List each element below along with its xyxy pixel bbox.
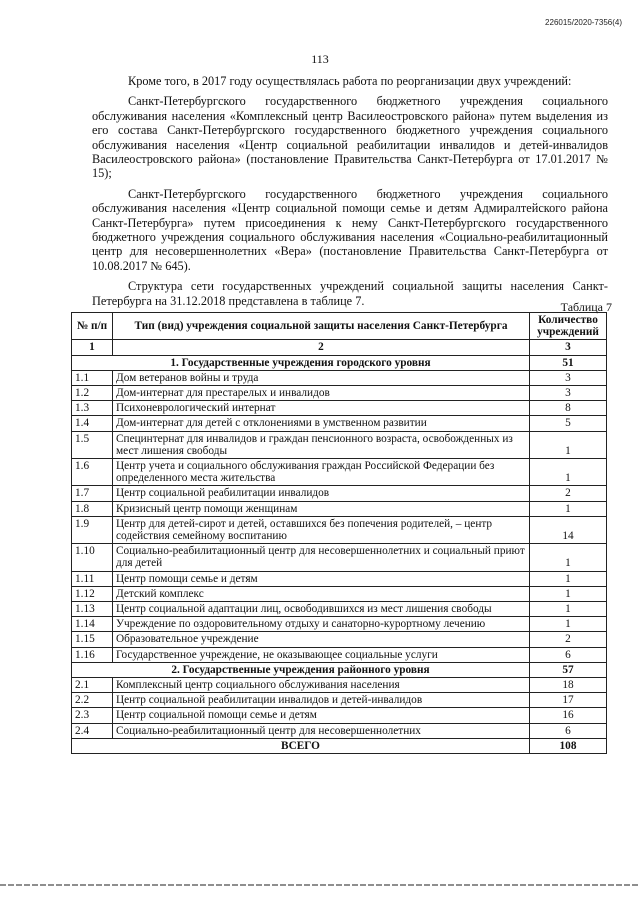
index-cell: 2: [113, 340, 530, 355]
table-row: [72, 370, 607, 385]
row-count: 1: [530, 431, 607, 458]
row-number: 1.8: [72, 501, 113, 516]
section-title: 2. Государственные учреждения районного уровня: [72, 662, 530, 677]
row-count: 8: [530, 401, 607, 416]
row-number: 1.5: [72, 431, 113, 458]
paragraph: Санкт-Петербургского государственного бюджетного учреждения социального обслуживания населения «Центр социальной помощи семье и детям Адмиралтейского района Санкт-Петербурга» путем присоединения к нему Санкт-Петербургского государственного бюджетного учреждения социального обслуживания населения «Социально-реабилитационный центр для несовершеннолетних «Вера» (постановление Правительства Санкт-Петербурга от 10.08.2017 № 645).: [92, 186, 608, 273]
page-bottom-edge: [0, 884, 640, 886]
row-count: 1: [530, 617, 607, 632]
section-row: [72, 662, 607, 677]
table-row: [72, 617, 607, 632]
row-number: 2.1: [72, 678, 113, 693]
row-count: 3: [530, 386, 607, 401]
row-count: 1: [530, 586, 607, 601]
row-type: Образовательное учреждение: [113, 632, 530, 647]
index-cell: 1: [72, 340, 113, 355]
row-number: 1.4: [72, 416, 113, 431]
row-number: 1.9: [72, 516, 113, 543]
row-type: Кризисный центр помощи женщинам: [113, 501, 530, 516]
row-type: Центр для детей-сирот и детей, оставшихся без попечения родителей, – центр содействия семейному воспитанию: [113, 516, 530, 543]
table-row: [72, 401, 607, 416]
table-row: [72, 602, 607, 617]
row-number: 1.10: [72, 544, 113, 571]
row-number: 1.2: [72, 386, 113, 401]
row-type: Центр помощи семье и детям: [113, 571, 530, 586]
row-type: Дом ветеранов войны и труда: [113, 370, 530, 385]
row-number: 2.3: [72, 708, 113, 723]
row-number: 2.2: [72, 693, 113, 708]
row-count: 6: [530, 647, 607, 662]
index-cell: 3: [530, 340, 607, 355]
total-count: 108: [530, 738, 607, 753]
header-count: Количество учреждений: [530, 313, 607, 340]
row-count: 1: [530, 459, 607, 486]
table-row: [72, 501, 607, 516]
row-count: 17: [530, 693, 607, 708]
total-row: [72, 738, 607, 753]
header-type: Тип (вид) учреждения социальной защиты населения Санкт-Петербурга: [113, 313, 530, 340]
row-type: Центр социальной адаптации лиц, освободившихся из мест лишения свободы: [113, 602, 530, 617]
table-row: [72, 486, 607, 501]
row-number: 1.14: [72, 617, 113, 632]
section-count: 51: [530, 355, 607, 370]
table-row: [72, 708, 607, 723]
row-count: 2: [530, 486, 607, 501]
row-number: 1.3: [72, 401, 113, 416]
row-count: 6: [530, 723, 607, 738]
row-type: Учреждение по оздоровительному отдыху и санаторно-курортному лечению: [113, 617, 530, 632]
header-number: № п/п: [72, 313, 113, 340]
row-number: 1.1: [72, 370, 113, 385]
table-row: [72, 416, 607, 431]
section-row: [72, 355, 607, 370]
row-count: 1: [530, 501, 607, 516]
body-text: [92, 74, 608, 314]
paragraph: Кроме того, в 2017 году осуществлялась работа по реорганизации двух учреждений:: [128, 74, 572, 88]
row-type: Дом-интернат для детей с отклонениями в умственном развитии: [113, 416, 530, 431]
row-type: Детский комплекс: [113, 586, 530, 601]
paragraph: Санкт-Петербургского государственного бюджетного учреждения социального обслуживания населения «Комплексный центр Василеостровского района» путем выделения из его состава Санкт-Петербургского государственного бюджетного учреждения социального обслуживания населения «Центр социальной реабилитации инвалидов и детей-инвалидов Василеостровского района» (постановление Правительства Санкт-Петербурга от 17.01.2017 № 15);: [92, 94, 608, 181]
document-id: 226015/2020-7356(4): [545, 18, 622, 27]
row-count: 2: [530, 632, 607, 647]
table-row: [72, 571, 607, 586]
row-number: 1.6: [72, 459, 113, 486]
row-number: 1.16: [72, 647, 113, 662]
table-row: [72, 516, 607, 543]
total-label: ВСЕГО: [72, 738, 530, 753]
row-type: Центр социальной помощи семье и детям: [113, 708, 530, 723]
row-number: 1.7: [72, 486, 113, 501]
table-row: [72, 632, 607, 647]
row-type: Центр социальной реабилитации инвалидов и детей-инвалидов: [113, 693, 530, 708]
table-row: [72, 723, 607, 738]
row-type: Дом-интернат для престарелых и инвалидов: [113, 386, 530, 401]
table-row: [72, 693, 607, 708]
row-type: Центр учета и социального обслуживания граждан Российской Федерации без определенного места жительства: [113, 459, 530, 486]
page-number: 113: [311, 52, 329, 66]
section-title: 1. Государственные учреждения городского уровня: [72, 355, 530, 370]
table-caption: Таблица 7: [560, 300, 612, 314]
row-number: 1.15: [72, 632, 113, 647]
row-type: Психоневрологический интернат: [113, 401, 530, 416]
table-row: [72, 544, 607, 571]
row-count: 1: [530, 544, 607, 571]
institutions-table: [71, 312, 607, 754]
section-count: 57: [530, 662, 607, 677]
row-type: Социально-реабилитационный центр для несовершеннолетних: [113, 723, 530, 738]
table-row: [72, 678, 607, 693]
table-row: [72, 431, 607, 458]
table-body: [72, 355, 607, 753]
row-count: 1: [530, 571, 607, 586]
paragraph: Структура сети государственных учреждений социальной защиты населения Санкт-Петербурга на 31.12.2018 представлена в таблице 7.: [92, 279, 608, 308]
table-header-row: [72, 313, 607, 340]
row-count: 16: [530, 708, 607, 723]
row-number: 1.13: [72, 602, 113, 617]
table-row: [72, 586, 607, 601]
table-row: [72, 386, 607, 401]
row-number: 1.11: [72, 571, 113, 586]
row-count: 18: [530, 678, 607, 693]
row-count: 3: [530, 370, 607, 385]
row-type: Социально-реабилитационный центр для несовершеннолетних и социальный приют для детей: [113, 544, 530, 571]
row-type: Центр социальной реабилитации инвалидов: [113, 486, 530, 501]
row-type: Специнтернат для инвалидов и граждан пенсионного возраста, освобожденных из мест лишения свободы: [113, 431, 530, 458]
row-type: Государственное учреждение, не оказывающее социальные услуги: [113, 647, 530, 662]
row-count: 1: [530, 602, 607, 617]
table-index-row: [72, 340, 607, 355]
row-number: 1.12: [72, 586, 113, 601]
row-type: Комплексный центр социального обслуживания населения: [113, 678, 530, 693]
row-count: 14: [530, 516, 607, 543]
row-count: 5: [530, 416, 607, 431]
table-row: [72, 459, 607, 486]
row-number: 2.4: [72, 723, 113, 738]
table-row: [72, 647, 607, 662]
